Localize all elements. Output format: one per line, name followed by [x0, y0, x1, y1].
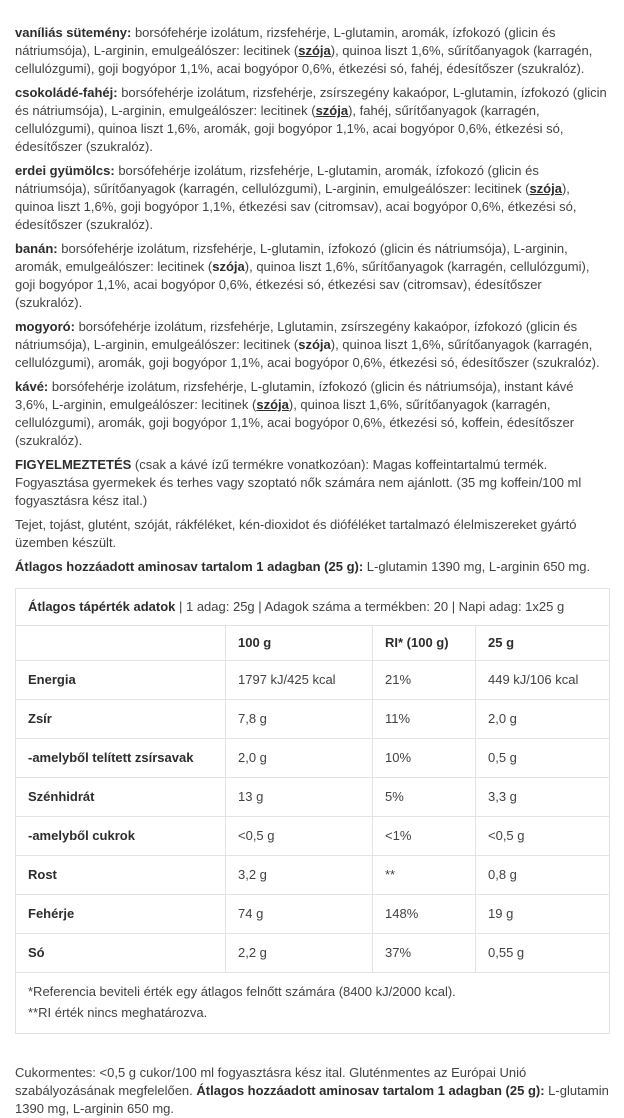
soy-allergen: szója [529, 181, 562, 196]
ingredient-text: borsófehérje izolátum, rizsfehérje, L-glutamin, aromák, ízfokozó (glicin és nátriumsója), sűrítőanyagok (karragén, cellulózgumi), L-arginin, emulgeálószer: lecitinek ( [15, 163, 539, 196]
value-ri: 11% [373, 700, 476, 739]
sugar-free-note [15, 1064, 609, 1118]
nutrient-name: Fehérje [16, 895, 226, 934]
table-row-protein [16, 895, 610, 934]
flavor-name-label: kávé: [15, 379, 49, 394]
value-ri: 10% [373, 739, 476, 778]
table-row-energy [16, 661, 610, 700]
flavor-name-label: erdei gyümölcs: [15, 163, 115, 178]
flavor-name-label: csokoládé-fahéj: [15, 85, 118, 100]
value-100g: <0,5 g [226, 817, 373, 856]
value-100g: 74 g [226, 895, 373, 934]
warning-text: (csak a kávé ízű termékre vonatkozóan): Magas koffeintartalmú termék. Fogyasztása gyermekek és terhes vagy szoptató nők számára nem ajánlott. (35 mg koffein/100 ml fogyasztásra kész ital.) [15, 457, 582, 508]
soy-allergen: szója [256, 397, 289, 412]
value-100g: 2,0 g [226, 739, 373, 778]
value-ri: 5% [373, 778, 476, 817]
nutrient-name: Zsír [16, 700, 226, 739]
ingredients-banana [15, 240, 609, 312]
ingredient-text: ), quinoa liszt 1,6%, sűrítőanyagok (karragén, cellulózgumi), aromák, goji bogyópor 1,1%, acai bogyópor 0,6%, étkezési só, édesítőszer (szukralóz). [15, 337, 600, 370]
value-ri: ** [373, 856, 476, 895]
ingredient-text: ), quinoa liszt 1,6%, sűrítőanyagok (karragén, cellulózgumi), aromák, goji bogyópor 1,1%, acai bogyópor 0,6%, étkezési só, koffein, édesítőszer (szukralóz). [15, 397, 575, 448]
flavor-name-label: banán: [15, 241, 58, 256]
caffeine-warning [15, 456, 609, 510]
amino-acid-values: L-glutamin 1390 mg, L-arginin 650 mg. [363, 559, 591, 574]
ingredients-hazelnut [15, 318, 609, 372]
value-25g: 3,3 g [476, 778, 610, 817]
value-100g: 1797 kJ/425 kcal [226, 661, 373, 700]
soy-allergen: szója [298, 43, 331, 58]
sugar-free-text: Cukormentes: <0,5 g cukor/100 ml fogyasztásra kész ital. Gluténmentes az Európai Unió szabályozásának megfelelően. [15, 1065, 527, 1098]
value-25g: 0,8 g [476, 856, 610, 895]
column-header-100g: 100 g [226, 626, 373, 661]
value-100g: 13 g [226, 778, 373, 817]
nutrient-name: -amelyből telített zsírsavak [16, 739, 226, 778]
ingredients-forest-fruit [15, 162, 609, 234]
nutrient-name: -amelyből cukrok [16, 817, 226, 856]
value-25g: 0,55 g [476, 934, 610, 973]
table-row-salt [16, 934, 610, 973]
ingredient-text: ), quinoa liszt 1,6%, sűrítőanyagok (karragén, cellulózgumi), goji bogyópor 1,1%, acai bogyópor 0,6%, étkezési só, fahéj, édesítőszer (szukralóz). [15, 43, 593, 76]
value-100g: 7,8 g [226, 700, 373, 739]
value-25g: 0,5 g [476, 739, 610, 778]
table-row-carbohydrate [16, 778, 610, 817]
table-row-saturated-fat [16, 739, 610, 778]
value-ri: <1% [373, 817, 476, 856]
table-row-sugars [16, 817, 610, 856]
amino-acid-label: Átlagos hozzáadott aminosav tartalom 1 adagban (25 g): [15, 559, 364, 574]
value-25g: 2,0 g [476, 700, 610, 739]
flavor-name-label: vaníliás sütemény: [15, 25, 132, 40]
ingredient-text: ), quinoa liszt 1,6%, goji bogyópor 1,1%, étkezési sav (citromsav), acai bogyópor 0,6%, étkezési só, édesítőszer (szukralóz). [15, 181, 577, 232]
column-header-empty [16, 626, 226, 661]
table-row-fat [16, 700, 610, 739]
table-row-fiber [16, 856, 610, 895]
value-ri: 37% [373, 934, 476, 973]
nutrition-facts-table [15, 588, 610, 1034]
value-ri: 21% [373, 661, 476, 700]
allergen-facility-notice: Tejet, tojást, glutént, szóját, rákféléket, kén-dioxidot és dióféléket tartalmazó élelmiszereket gyártó üzemben készült. [15, 517, 577, 550]
serving-info: | 1 adag: 25g | Adagok száma a termékben: 20 | Napi adag: 1x25 g [175, 599, 565, 614]
column-header-25g: 25 g [476, 626, 610, 661]
soy-allergen: szója [298, 337, 331, 352]
column-header-row [16, 626, 610, 661]
value-25g: <0,5 g [476, 817, 610, 856]
nutrient-name: Rost [16, 856, 226, 895]
nutrient-name: Szénhidrát [16, 778, 226, 817]
table-footnote-row [16, 973, 610, 1034]
ingredient-text: ), fahéj, sűrítőanyagok (karragén, cellulózgumi), quinoa liszt 1,6%, aromák, goji bogyópor 1,1%, acai bogyópor 0,6%, étkezési só, édesítőszer (szukralóz). [15, 103, 564, 154]
reference-intake-footnote: *Referencia beviteli érték egy átlagos felnőtt számára (8400 kJ/2000 kcal). [28, 984, 456, 999]
nutrient-name: Só [16, 934, 226, 973]
ingredient-text: borsófehérje izolátum, rizsfehérje, zsírszegény kakaópor, L-glutamin, ízfokozó (glicin és nátriumsója), L-arginin, emulgeálószer: lecitinek ( [15, 85, 607, 118]
ingredients-vanilla-cookie [15, 24, 609, 78]
warning-label: FIGYELMEZTETÉS [15, 457, 132, 472]
soy-allergen: szója [315, 103, 349, 118]
table-caption-row [16, 589, 610, 626]
value-25g: 449 kJ/106 kcal [476, 661, 610, 700]
ingredient-text: borsófehérje izolátum, rizsfehérje, L-glutamin, aromák, ízfokozó (glicin és nátriumsója), L-arginin, emulgeálószer: lecitinek ( [15, 25, 556, 58]
value-25g: 19 g [476, 895, 610, 934]
ingredients-coffee [15, 378, 609, 450]
amino-acid-content-line [15, 558, 609, 576]
amino-acid-values-bottom: L-glutamin 1390 mg, L-arginin 650 mg. [15, 1083, 609, 1116]
table-footnotes [16, 973, 610, 1034]
amino-acid-label-bottom: Átlagos hozzáadott aminosav tartalom 1 adagban (25 g): [196, 1083, 545, 1098]
ingredient-text: borsófehérje izolátum, rizsfehérje, L-glutamin, ízfokozó (glicin és nátriumsója), L-arginin, aromák, emulgeálószer: lecitinek ( [15, 241, 568, 274]
ingredient-text: borsófehérje izolátum, rizsfehérje, L-glutamin, ízfokozó (glicin és nátriumsója), instant kávé 3,6%, L-arginin, emulgeálószer: lecitinek ( [15, 379, 574, 412]
value-ri: 148% [373, 895, 476, 934]
nutrient-name: Energia [16, 661, 226, 700]
value-100g: 2,2 g [226, 934, 373, 973]
ingredients-chocolate-cinnamon [15, 84, 609, 156]
flavor-name-label: mogyoró: [15, 319, 75, 334]
table-caption [16, 589, 610, 626]
ri-undefined-footnote: **RI érték nincs meghatározva. [28, 1005, 208, 1020]
soy-allergen: szója [212, 259, 245, 274]
table-title: Átlagos tápérték adatok [28, 599, 176, 614]
ingredient-text: borsófehérje izolátum, rizsfehérje, Lglutamin, zsírszegény kakaópor, ízfokozó (glicin és nátriumsója), L-arginin, emulgeálószer: lecitinek ( [15, 319, 578, 352]
column-header-ri: RI* (100 g) [373, 626, 476, 661]
ingredient-text: ), quinoa liszt 1,6%, sűrítőanyagok (karragén, cellulózgumi), goji bogyópor 1,1%, acai bogyópor 0,6%, étkezési só, étkezési sav (citromsav), édesítőszer (szukralóz). [15, 259, 590, 310]
value-100g: 3,2 g [226, 856, 373, 895]
